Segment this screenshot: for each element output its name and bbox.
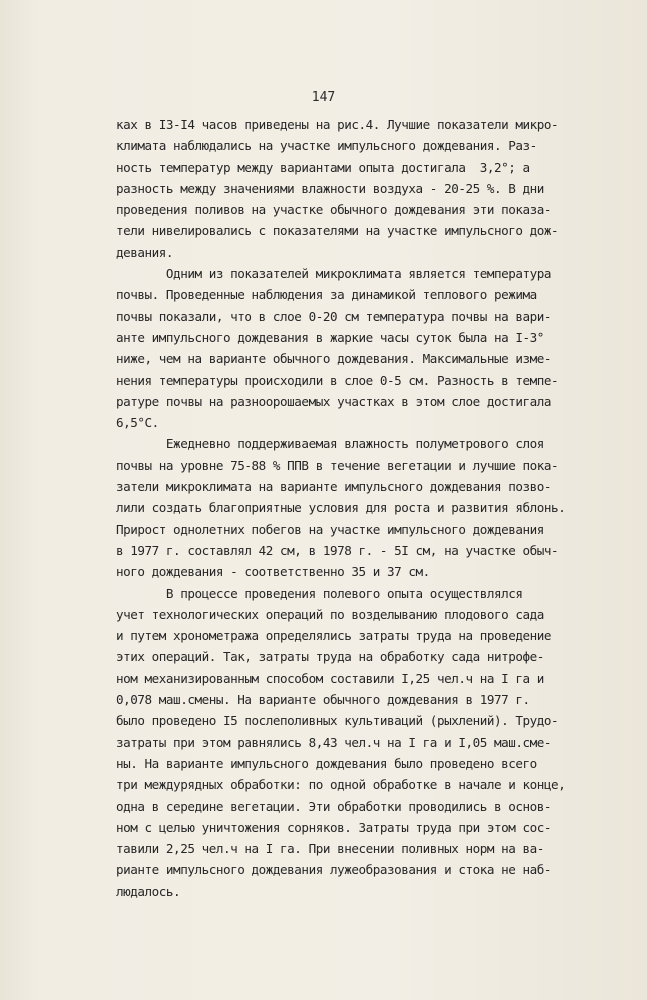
- text-line: ны. На варианте импульсного дождевания было проведено всего: [116, 755, 537, 771]
- text-line: было проведено I5 послеполивных культиваций (рыхлений). Трудо-: [116, 713, 559, 729]
- text-line: ного дождевания - соответственно 35 и 37 см.: [116, 564, 430, 580]
- text-line: 6,5°С.: [116, 415, 159, 431]
- text-line: этих операций. Так, затраты труда на обработку сада нитрофе-: [116, 649, 544, 665]
- text-line: тавили 2,25 чел.ч на I га. При внесении поливных норм на ва-: [116, 841, 544, 857]
- text-line: ном с целью уничтожения сорняков. Затраты труда при этом сос-: [116, 819, 552, 835]
- text-line: лили создать благоприятные условия для роста и развития яблонь.: [116, 500, 566, 516]
- text-line: в 1977 г. составлял 42 см, в 1978 г. - 5I см, на участке обыч-: [116, 542, 559, 558]
- text-line: затели микроклимата на варианте импульсного дождевания позво-: [116, 479, 552, 495]
- page-number: 147: [311, 90, 336, 105]
- text-line: ность температур между вариантами опыта достигала 3,2°; а: [116, 159, 530, 175]
- text-line: тели нивелировались с показателями на участке импульсного дож-: [116, 223, 559, 239]
- text-line: В процессе проведения полевого опыта осуществлялся: [116, 585, 523, 601]
- text-line: затраты при этом равнялись 8,43 чел.ч на I га и I,05 маш.сме-: [116, 734, 552, 750]
- text-line: и путем хронометража определялись затраты труда на проведение: [116, 628, 552, 644]
- text-line: нения температуры происходили в слое 0-5 см. Разность в темпе-: [116, 372, 559, 388]
- body-text: [116, 114, 566, 902]
- text-line: учет технологических операций по возделыванию плодового сада: [116, 606, 544, 622]
- text-line: ном механизированным способом составили I,25 чел.ч на I га и: [116, 670, 544, 686]
- text-line: Прирост однолетних побегов на участке импульсного дождевания: [116, 521, 544, 537]
- text-line: людалось.: [116, 883, 181, 899]
- text-line: одна в середине вегетации. Эти обработки проводились в основ-: [116, 798, 552, 814]
- text-line: почвы. Проведенные наблюдения за динамикой теплового режима: [116, 287, 537, 303]
- text-line: ратуре почвы на разноорошаемых участках в этом слое достигала: [116, 393, 552, 409]
- text-line: девания.: [116, 244, 174, 260]
- text-line: Одним из показателей микроклимата является температура: [116, 266, 552, 282]
- text-line: Ежедневно поддерживаемая влажность полуметрового слоя: [116, 436, 544, 452]
- text-line: разность между значениями влажности воздуха - 20-25 %. В дни: [116, 180, 544, 196]
- text-line: 0,078 маш.смены. На варианте обычного дождевания в 1977 г.: [116, 692, 530, 708]
- text-line: проведения поливов на участке обычного дождевания эти показа-: [116, 202, 552, 218]
- text-line: почвы показали, что в слое 0-20 см температура почвы на вари-: [116, 308, 552, 324]
- text-line: почвы на уровне 75-88 % ППВ в течение вегетации и лучшие пока-: [116, 457, 559, 473]
- text-line: рианте импульсного дождевания лужеобразования и стока не наб-: [116, 862, 552, 878]
- text-line: ниже, чем на варианте обычного дождевания. Максимальные изме-: [116, 351, 552, 367]
- text-line: анте импульсного дождевания в жаркие часы суток была на I-3°: [116, 329, 544, 345]
- text-line: три междурядных обработки: по одной обработке в начале и конце,: [116, 777, 566, 793]
- text-line: ках в I3-I4 часов приведены на рис.4. Лучшие показатели микро-: [116, 117, 559, 132]
- text-line: климата наблюдались на участке импульсного дождевания. Раз-: [116, 138, 537, 154]
